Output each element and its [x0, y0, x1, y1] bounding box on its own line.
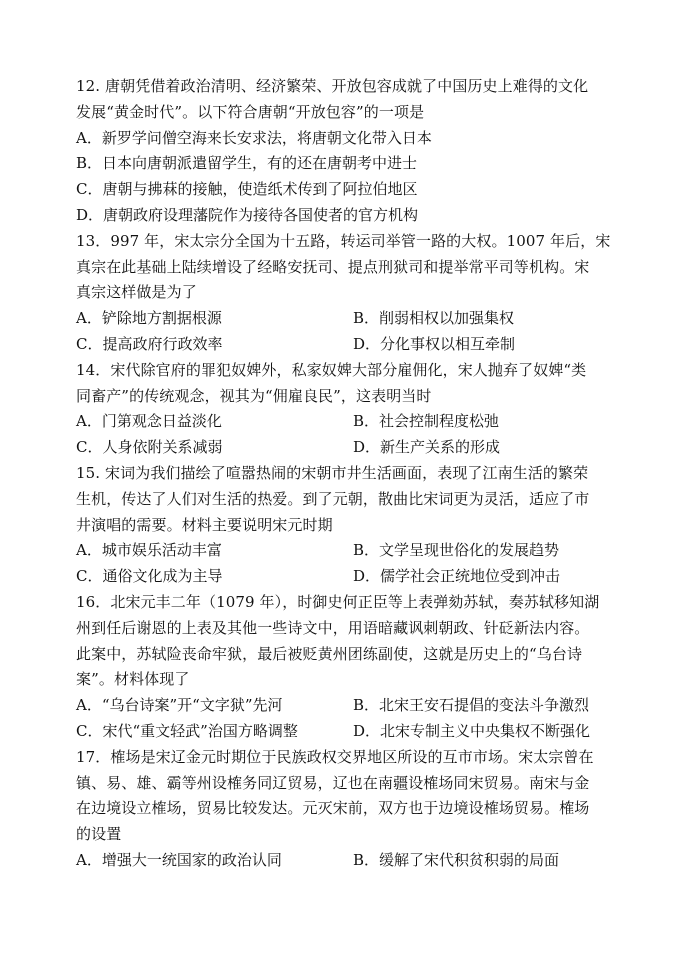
question-stem-line: 此案中，苏轼险丧命牢狱，最后被贬黄州团练副使，这就是历史上的“乌台诗	[76, 644, 583, 663]
question-stem-line: 案”。材料体现了	[76, 670, 190, 689]
question-stem-first-line: 12. 唐朝凭借着政治清明、经济繁荣、开放包容成就了中国历史上难得的文化	[76, 77, 589, 95]
question-stem-line: 同畜产”的传统观念，视其为“佣雇良民”，这表明当时	[76, 386, 432, 405]
question-stem-first-line: 16．北宋元丰二年（1079 年），时御史何正臣等上表弹劾苏轼，奏苏轼移知湖	[76, 592, 600, 611]
option-row	[76, 177, 616, 203]
option-row	[76, 126, 616, 152]
answer-option[interactable]: A．城市娱乐活动丰富	[76, 541, 222, 560]
answer-option[interactable]: C．提高政府行政效率	[76, 334, 223, 353]
answer-option[interactable]: D．分化事权以相互牵制	[353, 334, 516, 353]
question-stem-line: 镇、易、雄、霸等州设榷务同辽贸易，辽也在南疆设榷场同宋贸易。南宋与金	[76, 773, 590, 792]
question-stem-line: 的设置	[76, 825, 122, 844]
option-row	[76, 848, 616, 874]
question-stem-line: 真宗这样做是为了	[76, 283, 197, 302]
option-row	[76, 306, 616, 332]
option-row	[76, 693, 616, 719]
question-block	[76, 461, 616, 590]
option-row	[76, 409, 616, 435]
answer-option[interactable]: B．北宋王安石提倡的变法斗争激烈	[353, 696, 590, 715]
question-block	[76, 74, 616, 229]
answer-option[interactable]: D．唐朝政府设理藩院作为接待各国使者的官方机构	[76, 205, 419, 224]
question-stem-line: 生机，传达了人们对生活的热爱。到了元朝，散曲比宋词更为灵活，适应了市	[76, 489, 590, 508]
option-row	[76, 538, 616, 564]
question-stem-line: 在边境设立榷场，贸易比较发达。元灭宋前，双方也于边境设榷场贸易。榷场	[76, 799, 590, 818]
question-stem-first-line: 14．宋代除官府的罪犯奴婢外，私家奴婢大部分雇佣化，宋人抛弃了奴婢“类	[76, 360, 587, 379]
question-block	[76, 745, 616, 874]
option-row	[76, 151, 616, 177]
answer-option[interactable]: B．缓解了宋代积贫积弱的局面	[353, 850, 560, 869]
answer-option[interactable]: B．削弱相权以加强集权	[353, 309, 515, 328]
answer-option[interactable]: C．宋代“重文轻武”治国方略调整	[76, 721, 298, 740]
question-stem-first-line: 13．997 年，宋太宗分全国为十五路，转运司举管一路的大权。1007 年后，宋	[76, 231, 611, 250]
answer-option[interactable]: A．新罗学问僧空海来长安求法，将唐朝文化带入日本	[76, 128, 432, 147]
option-row	[76, 203, 616, 229]
answer-option[interactable]: C．通俗文化成为主导	[76, 567, 223, 586]
answer-option[interactable]: C．唐朝与拂菻的接触，使造纸术传到了阿拉伯地区	[76, 180, 418, 199]
option-row	[76, 332, 616, 358]
question-block	[76, 590, 616, 745]
answer-option[interactable]: A．门第观念日益淡化	[76, 412, 222, 431]
option-row	[76, 435, 616, 461]
answer-option[interactable]: C．人身依附关系减弱	[76, 438, 223, 457]
answer-option[interactable]: A．铲除地方割据根源	[76, 309, 222, 328]
option-row	[76, 564, 616, 590]
answer-option[interactable]: D．儒学社会正统地位受到冲击	[353, 567, 561, 586]
question-stem-line: 州到任后谢恩的上表及其他一些诗文中，用语暗藏讽刺朝政、针砭新法内容。	[76, 618, 590, 637]
question-stem-line: 发展“黄金时代”。以下符合唐朝“开放包容”的一项是	[76, 102, 425, 121]
option-row	[76, 719, 616, 745]
answer-option[interactable]: B．日本向唐朝派遣留学生，有的还在唐朝考中进士	[76, 154, 418, 173]
answer-option[interactable]: A．增强大一统国家的政治认同	[76, 850, 282, 869]
question-stem-first-line: 15. 宋词为我们描绘了喧嚣热闹的宋朝市井生活画面，表现了江南生活的繁荣	[76, 463, 589, 482]
question-stem-line: 井演唱的需要。材料主要说明宋元时期	[76, 515, 333, 534]
question-block	[76, 358, 616, 461]
answer-option[interactable]: B．文学呈现世俗化的发展趋势	[353, 541, 560, 560]
answer-option[interactable]: D．北宋专制主义中央集权不断强化	[353, 721, 591, 740]
answer-option[interactable]: D．新生产关系的形成	[353, 438, 501, 457]
question-stem-first-line: 17．榷场是宋辽金元时期位于民族政权交界地区所设的互市市场。宋太宗曾在	[76, 747, 594, 766]
exam-page	[76, 74, 616, 874]
question-stem-line: 真宗在此基础上陆续增设了经略安抚司、提点刑狱司和提举常平司等机构。宋	[76, 257, 590, 276]
question-block	[76, 229, 616, 358]
answer-option[interactable]: B．社会控制程度松弛	[353, 412, 500, 431]
answer-option[interactable]: A．“乌台诗案”开“文字狱”先河	[76, 696, 283, 715]
